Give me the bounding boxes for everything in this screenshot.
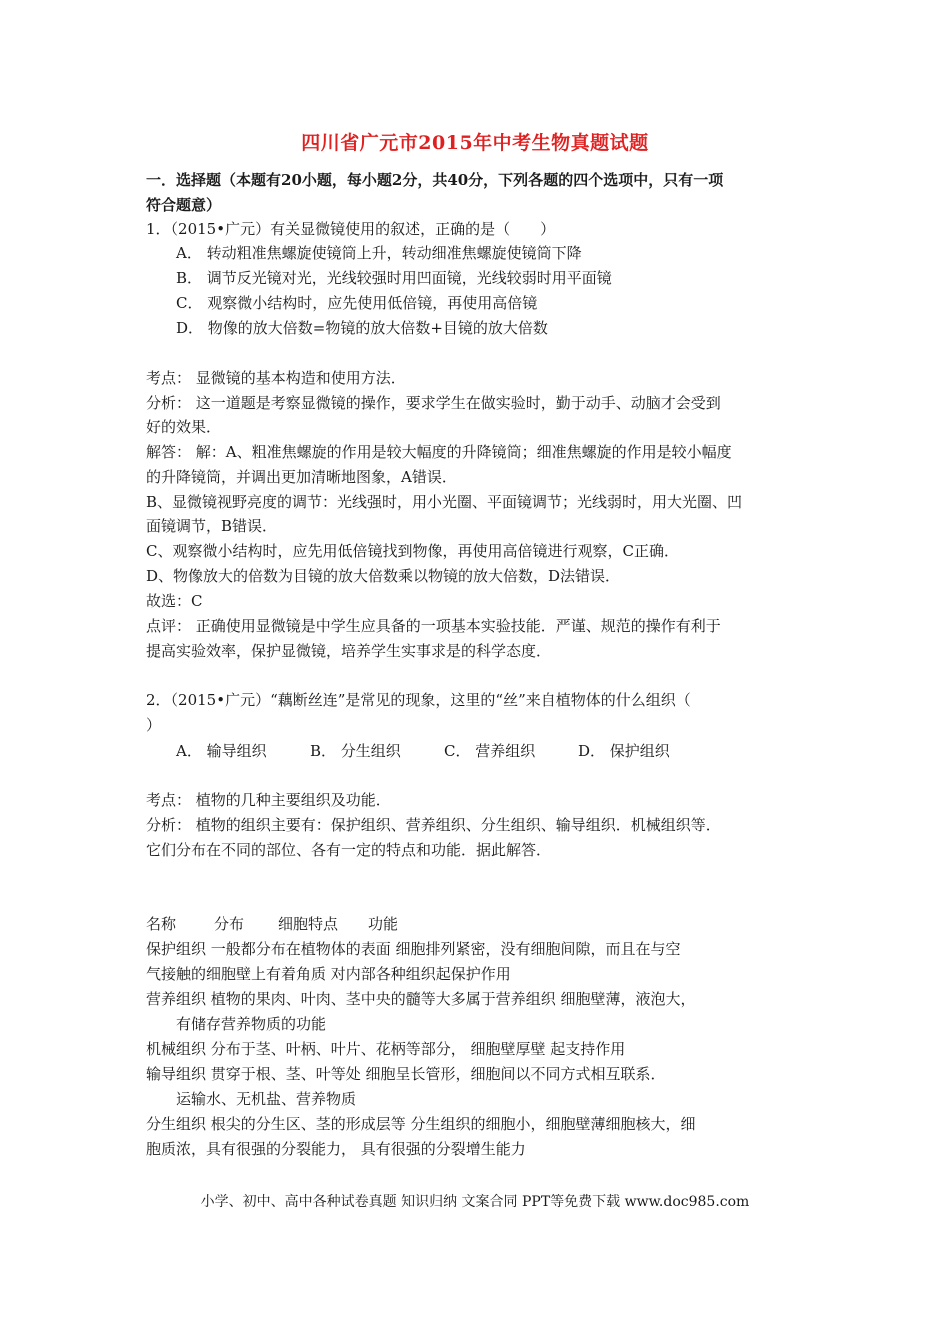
page-title: 四川省广元市2015年中考生物真题试题 (301, 132, 649, 154)
section-heading: 一．选择题（本题有20小题，每小题2分，共40分，下列各题的四个选项中，只有一项 (146, 171, 724, 189)
q1-fenxi: 分析： 这一道题是考察显微镜的操作，要求学生在做实验时，勤于动手、动脑才会受到 (146, 394, 721, 412)
table-header-distribution: 分布 (214, 915, 245, 933)
q1-option-a: A． 转动粗准焦螺旋使镜筒上升，转动细准焦螺旋使镜筒下降 (176, 244, 582, 262)
q2-stem: 2．（2015•广元）“藕断丝连”是常见的现象，这里的“丝”来自植物体的什么组织（ (146, 691, 691, 709)
q2-option-b: B． 分生组织 (310, 742, 401, 760)
table-row: 营养组织 植物的果肉、叶肉、茎中央的髓等大多属于营养组织 细胞壁薄，液泡大， (146, 990, 696, 1008)
table-row: 机械组织 分布于茎、叶柄、叶片、花柄等部分， 细胞壁厚壁 起支持作用 (146, 1040, 626, 1058)
q1-jieda-3: B、显微镜视野亮度的调节：光线强时，用小光圈、平面镜调节；光线弱时，用大光圈、凹 (146, 493, 743, 511)
table-header-cell-features: 细胞特点 (278, 915, 339, 933)
q1-stem: 1．（2015•广元）有关显微镜使用的叙述，正确的是（ ） (146, 220, 556, 238)
q2-fenxi: 分析： 植物的组织主要有：保护组织、营养组织、分生组织、输导组织．机械组织等． (146, 816, 721, 834)
table-header (146, 914, 398, 934)
footer-advert: 小学、初中、高中各种试卷真题 知识归纳 文案合同 PPT等免费下载 www.doc985.com (200, 1194, 750, 1210)
table-row-cont: 胞质浓，具有很强的分裂能力， 具有很强的分裂增生能力 (146, 1140, 526, 1158)
table-row-cont: 气接触的细胞壁上有着角质 对内部各种组织起保护作用 (146, 965, 511, 983)
q2-option-a: A． 输导组织 (176, 742, 267, 760)
table-row: 分生组织 根尖的分生区、茎的形成层等 分生组织的细胞小，细胞壁薄细胞核大，细 (146, 1115, 696, 1133)
q1-fenxi-cont: 好的效果． (146, 418, 222, 436)
q1-option-d: D． 物像的放大倍数=物镜的放大倍数+目镜的放大倍数 (176, 319, 548, 337)
q1-dianping: 点评： 正确使用显微镜是中学生应具备的一项基本实验技能．严谨、规范的操作有利于 (146, 617, 721, 635)
q1-jieda-4: 面镜调节，B错误． (146, 517, 278, 535)
q2-option-d: D． 保护组织 (578, 742, 670, 760)
table-row-cont: 运输水、无机盐、营养物质 (176, 1090, 357, 1108)
q1-jieda-5: C、观察微小结构时，应先用低倍镜找到物像，再使用高倍镜进行观察，C正确． (146, 542, 679, 560)
q2-option-c: C． 营养组织 (444, 742, 536, 760)
q1-kaodian: 考点： 显微镜的基本构造和使用方法． (146, 369, 406, 387)
section-heading-cont: 符合题意） (146, 196, 222, 214)
q1-jieda: 解答： 解：A、粗准焦螺旋的作用是较大幅度的升降镜筒；细准焦螺旋的作用是较小幅度 (146, 443, 732, 461)
q2-fenxi-cont: 它们分布在不同的部位、各有一定的特点和功能．据此解答． (146, 841, 552, 859)
table-row: 输导组织 贯穿于根、茎、叶等处 细胞呈长管形，细胞间以不同方式相互联系． (146, 1065, 666, 1083)
table-row: 保护组织 一般都分布在植物体的表面 细胞排列紧密，没有细胞间隙，而且在与空 (146, 940, 681, 958)
q2-stem-cont: ） (146, 716, 162, 734)
q2-kaodian: 考点： 植物的几种主要组织及功能． (146, 791, 391, 809)
q2-options (176, 741, 670, 761)
table-row-cont: 有储存营养物质的功能 (176, 1015, 327, 1033)
q1-option-c: C． 观察微小结构时，应先使用低倍镜，再使用高倍镜 (176, 294, 538, 312)
q1-jieda-6: D、物像放大的倍数为目镜的放大倍数乘以物镜的放大倍数，D法错误． (146, 567, 621, 585)
table-header-name: 名称 (146, 915, 177, 933)
q1-jieda-2: 的升降镜筒，并调出更加清晰地图象，A错误． (146, 468, 457, 486)
q1-answer: 故选：C (146, 592, 203, 610)
table-header-function: 功能 (368, 915, 399, 933)
q1-option-b: B． 调节反光镜对光，光线较强时用凹面镜，光线较弱时用平面镜 (176, 269, 612, 287)
q1-dianping-cont: 提高实验效率，保护显微镜，培养学生实事求是的科学态度． (146, 642, 552, 660)
